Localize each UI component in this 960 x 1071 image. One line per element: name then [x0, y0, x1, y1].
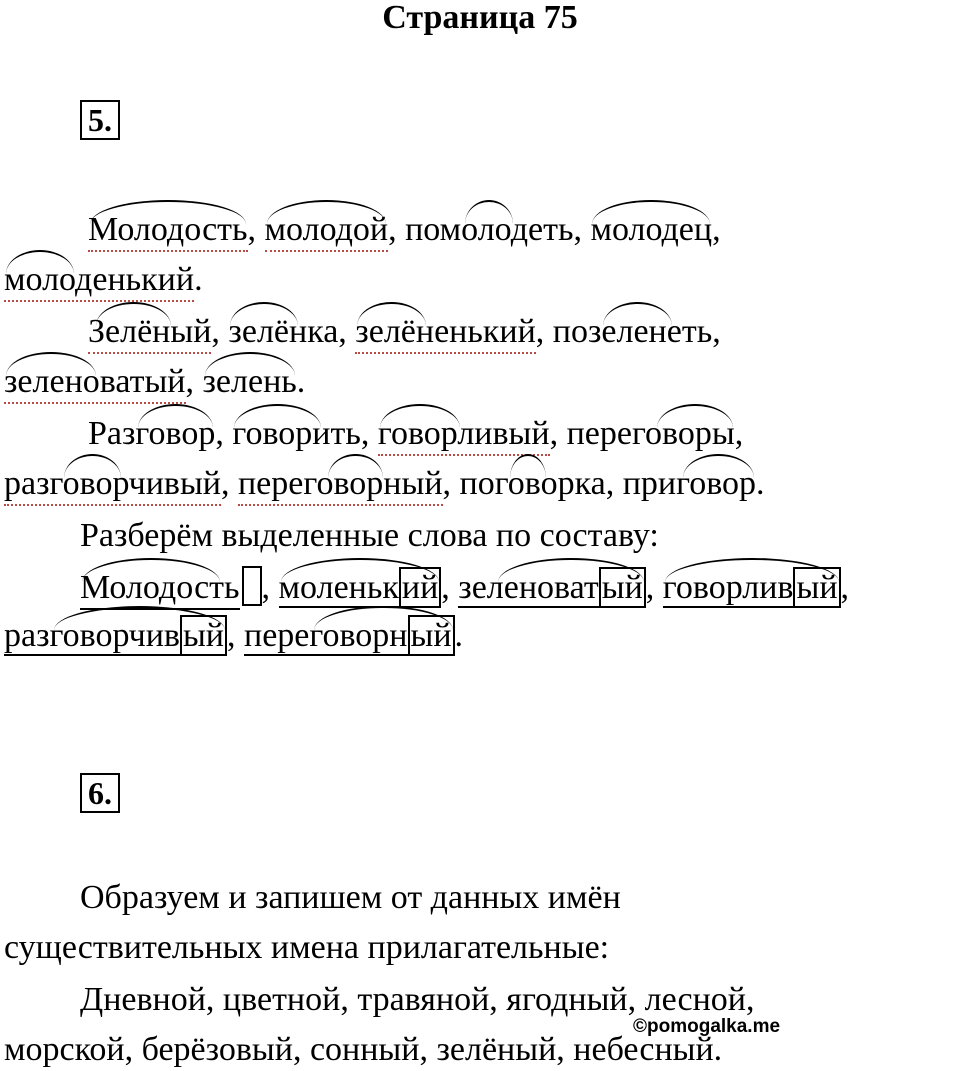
word: поговорка	[460, 464, 606, 504]
word: зелёненький	[355, 312, 535, 354]
text-line-6: разговорчивый, переговорный, поговорка, приговор.	[4, 464, 765, 506]
analysis-intro: Разберём выделенные слова по составу:	[80, 517, 659, 554]
word: Зелёный	[88, 312, 211, 354]
word-parsed: зеленоватый	[458, 568, 646, 608]
word-parsed: говорливый	[663, 568, 841, 608]
zero-ending	[242, 566, 262, 606]
page-title: Страница 75	[382, 0, 578, 36]
word: зелень	[203, 362, 297, 402]
watermark: ©pomogalka.me	[633, 1016, 781, 1037]
word-parsed: моленький	[279, 568, 442, 608]
word: приговор	[623, 464, 756, 504]
word: говорить	[232, 414, 360, 454]
task-number: 6.	[80, 773, 120, 813]
word: переговорный	[238, 464, 443, 506]
word: переговоры	[567, 414, 735, 454]
word: Молодость	[88, 210, 248, 252]
text-line-3: Зелёный, зелёнка, зелёненький, позеленеть,	[88, 312, 721, 354]
task6-line-1: Образуем и запишем от данных имён	[80, 879, 621, 916]
task6-line-2: существительных имена прилагательные:	[4, 929, 610, 966]
word: молодой	[265, 210, 389, 252]
word-parsed: разговорчивый	[4, 616, 227, 656]
word: разговорчивый	[4, 464, 221, 506]
word-parsed: переговорный	[244, 616, 455, 656]
text-line-2: молоденький.	[4, 260, 203, 302]
word: зелёнка	[228, 312, 338, 352]
word-parsed: Молодость	[80, 568, 240, 610]
text-line-1: Молодость, молодой, помолодеть, молодец,	[88, 210, 721, 252]
analysis-line-1: Молодость , моленький, зеленоватый, говорливый,	[80, 566, 849, 610]
analysis-line-2: разговорчивый, переговорный.	[4, 616, 463, 656]
text-line-4: зеленоватый, зелень.	[4, 362, 305, 404]
word: говорливый	[378, 414, 550, 456]
word: помолодеть	[405, 210, 573, 250]
text-line-5: Разговор, говорить, говорливый, переговоры,	[88, 414, 743, 456]
word: молоденький	[4, 260, 194, 302]
word: позеленеть	[553, 312, 712, 352]
task6-line-3: Дневной, цветной, травяной, ягодный, лесной,	[80, 981, 755, 1018]
task-number: 5.	[80, 100, 120, 140]
word: молодец	[590, 210, 712, 250]
task6-line-4: морской, берёзовый, сонный, зелёный, небесный.	[4, 1031, 723, 1068]
word: зеленоватый	[4, 362, 186, 404]
word: Разговор	[88, 414, 215, 454]
